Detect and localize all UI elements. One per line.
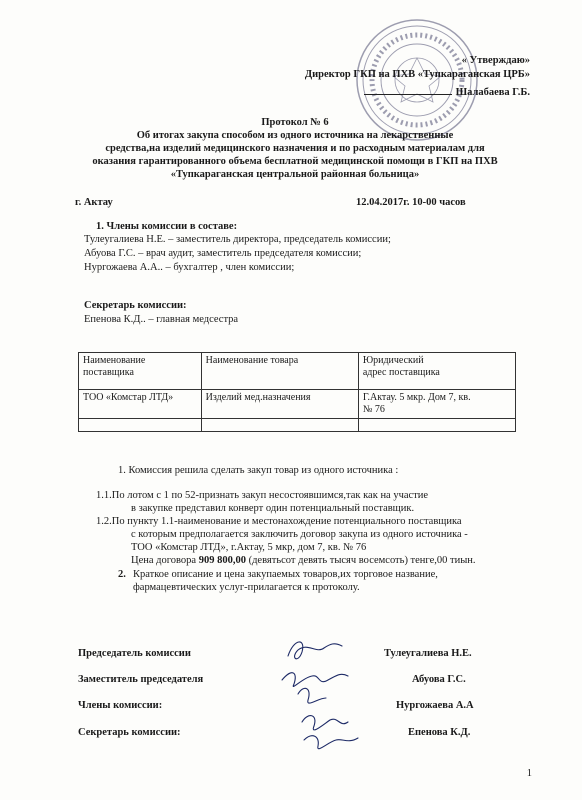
members-heading: 1. Члены комиссии в составе: [96, 221, 238, 232]
table-row-empty [79, 419, 516, 432]
decision-item-2-b: фармацевтических услуг-прилагается к протоколу. [133, 582, 360, 593]
cell-supplier: ТОО «Комстар ЛТД» [79, 390, 202, 419]
cell-empty-3 [358, 419, 515, 432]
sig-role-members: Члены комиссии: [78, 700, 163, 711]
approval-block [305, 54, 530, 100]
director-name: Шалабаева Г.Б. [455, 87, 530, 98]
decision-1-1-a: 1.1.По лотом с 1 по 52-признать закуп несостоявшимся,так как на участие [96, 490, 429, 501]
title-line-2: Об итогах закупа способом из одного источника на лекарственные [136, 130, 454, 141]
price-rest: (девятьсот девять тысяч восемсоть) тенге,00 тиын. [245, 555, 476, 566]
cell-empty-1 [79, 419, 202, 432]
handwritten-signatures [268, 628, 378, 758]
cell-product: Изделий мед.назначения [201, 390, 358, 419]
title-line-5: «Тупкараганская центральной районная больница» [170, 169, 420, 180]
price-value: 909 800,00 [198, 555, 246, 566]
header-product: Наименование товара [201, 353, 358, 390]
approval-line-2: Директор ГКП на ПХВ «Тупкараганская ЦРБ» [304, 69, 530, 80]
datetime: 12.04.2017г. 10-00 часов [356, 197, 466, 208]
decision-1-2-c: ТОО «Комстар ЛТД», г.Актау, 5 мкр, дом 7, кв. № 76 [131, 542, 367, 553]
sig-name-secretary: Епенова К.Д. [408, 727, 471, 738]
cell-address: Г.Актау. 5 мкр. Дом 7, кв. № 76 [358, 390, 515, 419]
approval-line-1: « Утверждаю» [461, 55, 530, 66]
sig-name-deputy: Абуова Г.С. [412, 674, 466, 685]
member-line-3: Нургожаева А.А.. – бухгалтер , член комиссии; [84, 262, 295, 273]
header-address: Юридический адрес поставщика [358, 353, 515, 390]
approval-line-3 [305, 86, 530, 100]
document-title [60, 116, 530, 181]
table-header-row [79, 353, 516, 390]
price-label: Цена договора [131, 555, 199, 566]
secretary-line: Епенова К.Д.. – главная медсестра [84, 314, 239, 325]
cell-empty-2 [201, 419, 358, 432]
decision-item-2-number: 2. [118, 569, 126, 580]
signature-line [364, 94, 452, 95]
sig-name-member: Нургожаева А.А [396, 700, 474, 711]
sig-name-chairman: Тулеугалиева Н.Е. [384, 648, 472, 659]
decision-1-2-a: 1.2.По пункту 1.1-наименование и местонахождение потенциального поставщика [96, 516, 462, 527]
contract-price [131, 555, 476, 566]
decision-1-2-b: с которым предполагается заключить договор закупа из одного источника - [131, 529, 468, 540]
sig-role-deputy: Заместитель председателя [78, 674, 204, 685]
decision-item-1: 1. Комиссия решила сделать закуп товар из одного источника : [118, 465, 399, 476]
protocol-number: Протокол № 6 [261, 117, 329, 128]
place: г. Актау [75, 197, 113, 208]
title-line-3: средства,на изделий медицинского назначения и по расходным материалам для [105, 143, 485, 154]
table-row [79, 390, 516, 419]
secretary-heading: Секретарь комиссии: [84, 300, 187, 311]
header-supplier: Наименование поставщика [79, 353, 202, 390]
member-line-1: Тулеугалиева Н.Е. – заместитель директора, председатель комиссии; [84, 234, 391, 245]
supplier-table [78, 352, 516, 432]
page-number: 1 [526, 768, 532, 779]
sig-role-secretary: Секретарь комиссии: [78, 727, 181, 738]
decision-item-2-a: Краткое описание и цена закупаемых товаров,их торговое название, [133, 569, 438, 580]
member-line-2: Абуова Г.С. – врач аудит, заместитель председателя комиссии; [84, 248, 362, 259]
sig-role-chairman: Председатель комиссии [78, 648, 191, 659]
decision-1-1-b: в закупке представил конверт один потенциальный поставщик. [131, 503, 415, 514]
title-line-4: оказания гарантированного объема бесплатной медицинской помощи в ГКП на ПХВ [92, 156, 498, 167]
